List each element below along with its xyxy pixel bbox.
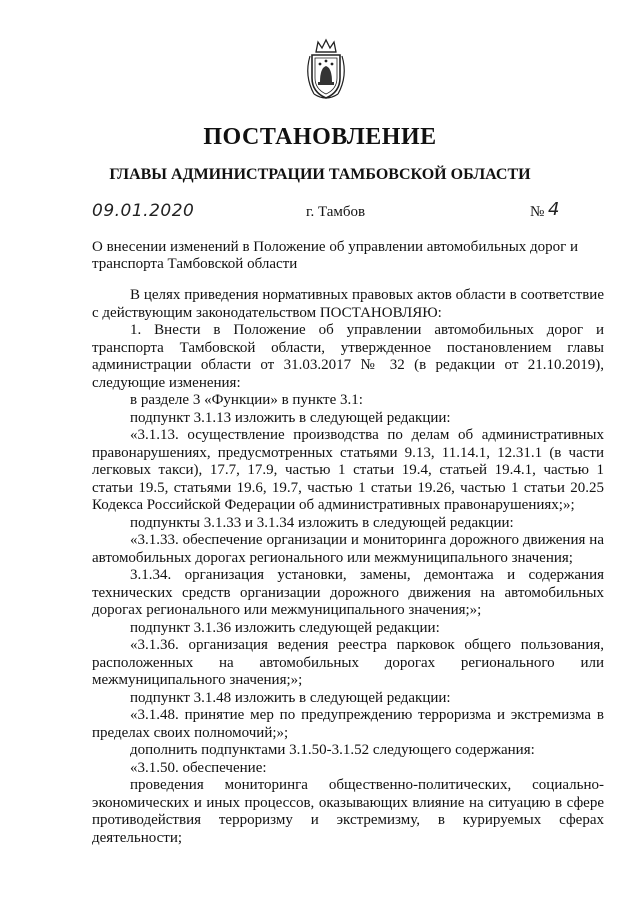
body-paragraph: «3.1.50. обеспечение: [130,759,267,776]
document-city: г. Тамбов [306,204,366,220]
body-paragraph: подпункт 3.1.36 изложить следующей редакции: [130,619,440,636]
body-paragraph: «3.1.33. обеспечение организации и мониторинга дорожного движения на автомобильных дорогах регионального или межмуниципального значения; [92,532,604,566]
document-subject: О внесении изменений в Положение об управлении автомобильных дорог и транспорта Тамбовской области [92,239,579,272]
document-title: ПОСТАНОВЛЕНИЕ [203,124,437,150]
body-paragraph: подпункты 3.1.33 и 3.1.34 изложить в следующей редакции: [130,514,514,531]
body-paragraph: «3.1.36. организация ведения реестра парковок общего пользования, расположенных на автомобильных дорогах регионального или межмуниципального значения;»; [92,637,604,688]
body-paragraph: «3.1.48. принятие мер по предупреждению терроризма и экстремизма в пределах своих полномочий;»; [92,707,604,741]
document-subtitle: ГЛАВЫ АДМИНИСТРАЦИИ ТАМБОВСКОЙ ОБЛАСТИ [109,166,531,183]
body-paragraph: «3.1.13. осуществление производства по делам об административных правонарушениях, предусмотренных статьями 9.13, 11.14.1, 12.31.1 (в части легковых такси), 17.7, 17.9, частью 1 статьи 19.4, статьей 19.4.1, частью 1 статьи 19.5, статьями 19.6, 19.7, частью 1 статьи 19.26, частью 1 статьи 20.25 Кодекса Российской Федерации об административных правонарушениях;»; [92,427,604,513]
document-number-label: № [530,204,545,220]
body-paragraph: проведения мониторинга общественно-политических, социально-экономических и иных процессов, оказывающих влияние на ситуацию в сфере противодействия терроризму и экстремизму, в курируемых сферах деятельности; [92,777,604,846]
body-paragraph: 1. Внести в Положение об управлении автомобильных дорог и транспорта Тамбовской области, утвержденное постановлением главы администрации области от 31.03.2017 № 32 (в редакции от 21.10.2019), следующие изменения: [92,322,604,391]
body-paragraph: подпункт 3.1.13 изложить в следующей редакции: [130,409,451,426]
body-paragraph: дополнить подпунктами 3.1.50-3.1.52 следующего содержания: [130,742,535,758]
body-paragraph: В целях приведения нормативных правовых актов области в соответствие с действующим законодательством ПОСТАНОВЛЯЮ: [92,287,604,321]
coat-of-arms-icon [302,38,350,102]
document-body [92,287,604,847]
document-date: 09.01.2020 [92,201,195,221]
body-paragraph: 3.1.34. организация установки, замены, демонтажа и содержания технических средств организации дорожного движения на автомобильных дорогах регионального или межмуниципального значения;»; [92,567,604,618]
body-paragraph: подпункт 3.1.48 изложить в следующей редакции: [130,689,451,706]
document-number: 4 [548,199,560,220]
body-paragraph: в разделе 3 «Функции» в пункте 3.1: [130,392,363,408]
